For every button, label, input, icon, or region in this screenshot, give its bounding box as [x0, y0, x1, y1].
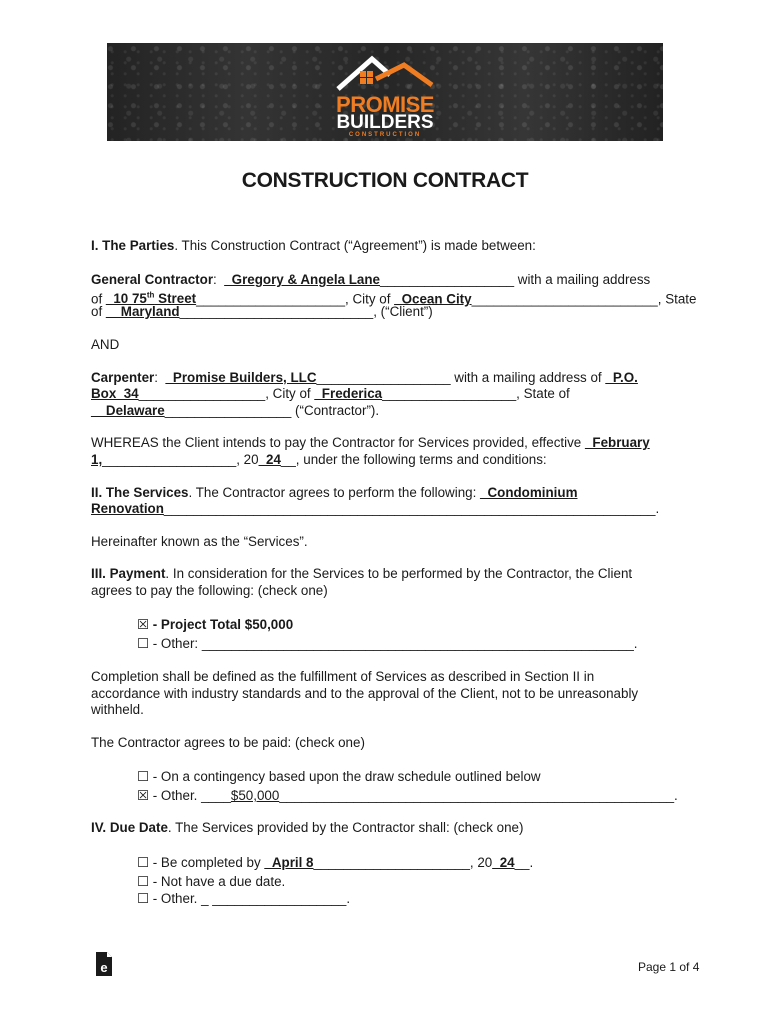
gc-city-field[interactable]: _Ocean City	[394, 291, 472, 307]
logo-text-construction: CONSTRUCTION	[348, 132, 422, 138]
and-text: AND	[91, 337, 120, 352]
due-date-intro: IV. Due Date. The Services provided by the Contractor shall: (check one)	[91, 820, 524, 835]
gc-state-line: of __Maryland__________________________, (“Client”)	[91, 304, 433, 319]
document-title: CONSTRUCTION CONTRACT	[241, 169, 529, 192]
checkbox-checked-icon[interactable]: ☒	[137, 788, 150, 803]
gc-address-line: of _10 75th Street____________________, City of _Ocean City_________________________, State	[91, 291, 697, 307]
effective-day-field[interactable]: 1,	[91, 452, 103, 467]
logo-text-builders: BUILDERS	[336, 112, 434, 133]
gc-street-field[interactable]: _10 75th Street	[105, 291, 197, 307]
gc-name-field[interactable]: _Gregory & Angela Lane	[224, 272, 380, 287]
carpenter-address-line: Box 34_________________, City of _Frederica__________________, State of	[91, 386, 570, 401]
carpenter-line: Carpenter: _Promise Builders, LLC__________________ with a mailing address of _P.O.	[91, 370, 638, 385]
due-option-no-date: ☐ - Not have a due date.	[137, 874, 286, 889]
checkbox-empty-icon[interactable]: ☐	[137, 769, 150, 784]
payment-option-project-total: ☒ - Project Total $50,000	[137, 617, 294, 632]
payment-heading: III. Payment	[91, 566, 166, 581]
carpenter-name-field[interactable]: _Promise Builders, LLC	[165, 370, 317, 385]
due-option-other: ☐ - Other. _ __________________.	[137, 891, 351, 906]
page-number: Page 1 of 4	[638, 960, 700, 974]
services-field-cont[interactable]: Renovation	[91, 501, 164, 516]
checkbox-empty-icon[interactable]: ☐	[137, 874, 150, 889]
carpenter-box-field[interactable]: Box 34	[91, 386, 139, 401]
header-banner	[107, 43, 663, 141]
checkbox-empty-icon[interactable]: ☐	[137, 891, 150, 906]
services-heading: II. The Services	[91, 485, 189, 500]
due-option-completed-by: ☐ - Be completed by _April 8_____________________, 20_24__.	[137, 855, 534, 870]
logo-text-promise: PROMISE	[336, 92, 434, 117]
parties-intro: I. The Parties. This Construction Contract (“Agreement”) is made between:	[91, 238, 536, 253]
paid-intro: The Contractor agrees to be paid: (check one)	[91, 735, 365, 750]
carpenter-state-field[interactable]: __Delaware	[91, 403, 165, 418]
carpenter-city-field[interactable]: _Frederica	[314, 386, 383, 401]
carpenter-state-line: __Delaware_________________ (“Contractor”).	[91, 403, 380, 418]
services-field[interactable]: _Condominium	[480, 485, 578, 500]
services-line-2: Renovation__________________________________________________________________.	[91, 501, 660, 516]
due-date-field[interactable]: _April 8	[264, 855, 314, 870]
services-line-1: II. The Services. The Contractor agrees to perform the following: _Condominium	[91, 485, 578, 500]
checkbox-checked-icon[interactable]: ☒	[137, 617, 150, 632]
gc-label: General Contractor	[91, 272, 214, 287]
whereas-line-2: 1,__________________, 20_24__, under the following terms and conditions:	[91, 452, 547, 467]
whereas-line-1: WHEREAS the Client intends to pay the Contractor for Services provided, effective _February	[91, 435, 650, 450]
effective-year-field[interactable]: _24	[258, 452, 281, 467]
eforms-logo-icon	[94, 951, 114, 977]
paid-option-other: ☒ - Other. ____$50,000_____________________________________________________.	[137, 788, 678, 803]
paid-option-contingency: ☐ - On a contingency based upon the draw schedule outlined below	[137, 769, 541, 784]
completion-line-1: Completion shall be defined as the fulfillment of Services as described in Section II in	[91, 669, 595, 684]
checkbox-empty-icon[interactable]: ☐	[137, 855, 150, 870]
payment-line-2: agrees to pay the following: (check one)	[91, 583, 328, 598]
checkbox-empty-icon[interactable]: ☐	[137, 636, 150, 651]
hereinafter-text: Hereinafter known as the “Services”.	[91, 534, 308, 549]
completion-line-2: accordance with industry standards and to the approval of the Client, not to be unreasonably	[91, 686, 639, 701]
due-date-heading: IV. Due Date	[91, 820, 168, 835]
completion-line-3: withheld.	[91, 702, 144, 717]
carpenter-label: Carpenter	[91, 370, 155, 385]
paid-other-field[interactable]: $50,000	[230, 788, 280, 803]
parties-heading: I. The Parties	[91, 238, 175, 253]
effective-month-field[interactable]: _February	[584, 435, 650, 450]
svg-text:e: e	[100, 960, 108, 975]
payment-option-other: ☐ - Other: __________________________________________________________.	[137, 636, 638, 651]
general-contractor-line: General Contractor: _Gregory & Angela Lane__________________ with a mailing address	[91, 272, 651, 287]
carpenter-po-field[interactable]: _P.O.	[605, 370, 638, 385]
house-roof-logo-icon	[332, 49, 438, 97]
payment-line-1: III. Payment. In consideration for the Services to be performed by the Contractor, the Client	[91, 566, 633, 581]
gc-state-field[interactable]: __Maryland	[105, 304, 180, 319]
due-year-field[interactable]: _24	[492, 855, 515, 870]
